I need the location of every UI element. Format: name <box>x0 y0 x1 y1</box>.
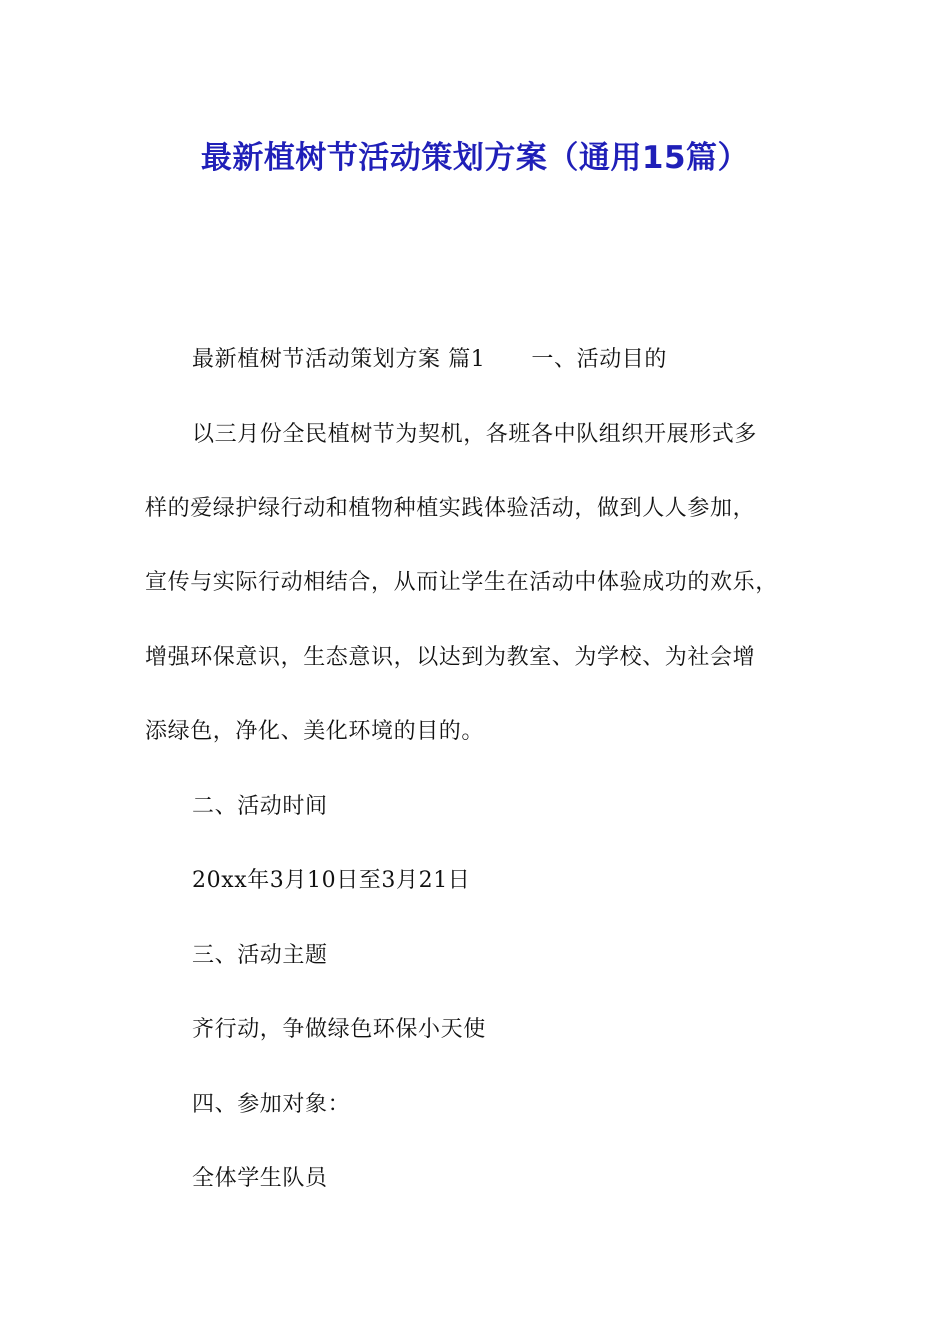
purpose-line: 样的爱绿护绿行动和植物种植实践体验活动，做到人人参加， <box>145 496 756 521</box>
document-title: 最新植树节活动策划方案（通用15篇） <box>200 140 750 176</box>
theme-heading: 三、活动主题 <box>192 943 328 968</box>
part-label: 最新植树节活动策划方案 篇1 <box>192 347 486 372</box>
purpose-line: 添绿色，净化、美化环境的目的。 <box>145 719 485 744</box>
purpose-line: 宣传与实际行动相结合，从而让学生在活动中体验成功的欢乐， <box>145 570 778 595</box>
section-heading-row <box>192 345 667 375</box>
participants-value: 全体学生队员 <box>192 1166 328 1191</box>
theme-value: 齐行动，争做绿色环保小天使 <box>192 1017 486 1042</box>
time-value: 20xx年3月10日至3月21日 <box>192 868 471 893</box>
item-title-purpose: 一、活动目的 <box>531 347 668 372</box>
time-heading: 二、活动时间 <box>192 794 328 819</box>
purpose-line: 以三月份全民植树节为契机，各班各中队组织开展形式多 <box>192 422 758 447</box>
participants-heading: 四、参加对象： <box>192 1092 351 1117</box>
purpose-line: 增强环保意识，生态意识，以达到为教室、为学校、为社会增 <box>145 645 756 670</box>
